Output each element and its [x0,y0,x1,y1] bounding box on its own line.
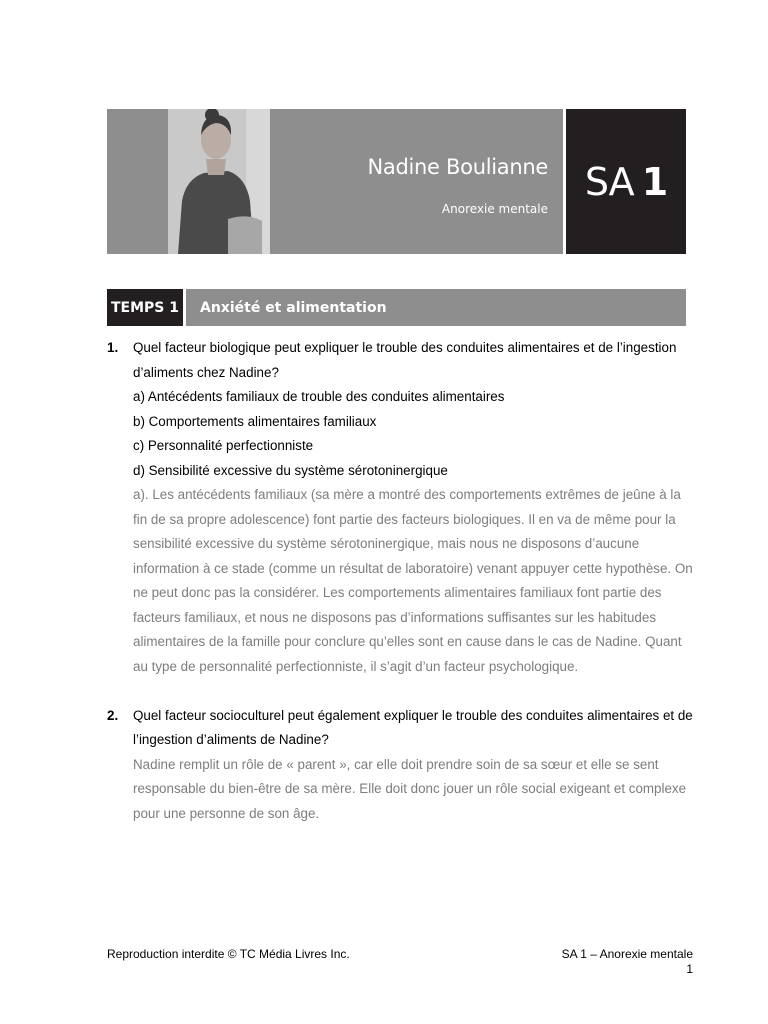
case-code-number: 1 [641,159,668,204]
section-title: Anxiété et alimentation [200,299,387,316]
question-1 [107,336,697,385]
footer-title: SA 1 – Anorexie mentale [561,947,693,961]
option-d: d) Sensibilité excessive du système sérotoninergique [133,462,448,478]
footer-copyright: Reproduction interdite © TC Média Livres Inc. [107,947,350,961]
option-c: c) Personnalité perfectionniste [133,438,314,453]
woman-portrait-illustration [168,109,270,254]
portrait-photo [168,109,270,254]
question-text: Quel facteur biologique peut expliquer le trouble des conduites alimentaires et de l’ingestion d’aliments chez Nadine? [133,340,677,380]
section-header [107,289,686,326]
question-number: 1. [107,340,119,355]
question-text: Quel facteur socioculturel peut également expliquer le trouble des conduites alimentaires et de l’ingestion d’aliments de Nadine? [133,707,693,747]
question-number: 2. [107,707,119,723]
case-code-prefix: SA [584,159,634,204]
answer-1: a). Les antécédents familiaux (sa mère a montré des comportements extrêmes de jeûne à la fin de sa propre adolescence) font partie des facteurs biologiques. Il en va de même pour la sensibilité excessive du système sérotoninergique, mais nous ne disposons d’aucune information à ce stade (comme un résultat de laboratoire) venant appuyer cette hypothèse. On ne peut donc pas la considérer. Les comportements alimentaires familiaux font partie des facteurs familiaux, et nous ne disposons pas d’informations suffisantes sur les habitudes alimentaires de la famille pour conclure qu’elles sont en cause dans le cas de Nadine. Quant au type de personnalité perfectionniste, il s’agit d’un facteur psychologique. [133,487,693,674]
case-code [563,109,686,254]
answer-2: Nadine remplit un rôle de « parent », car elle doit prendre soin de sa sœur et elle se sent responsable du bien-être de sa mère. Elle doit donc jouer un rôle social exigeant et complexe pour une personne de son âge. [133,756,687,821]
footer-info [562,947,693,977]
case-subtitle: Anorexie mentale [441,202,548,216]
option-b: b) Comportements alimentaires familiaux [133,413,377,429]
section-tag: TEMPS 1 [107,289,186,326]
header-banner [107,109,686,254]
page-content [107,336,697,826]
option-a: a) Antécédents familiaux de trouble des conduites alimentaires [133,389,505,404]
page-number: 1 [686,962,693,976]
patient-name: Nadine Boulianne [367,155,548,179]
question-2 [107,704,697,753]
